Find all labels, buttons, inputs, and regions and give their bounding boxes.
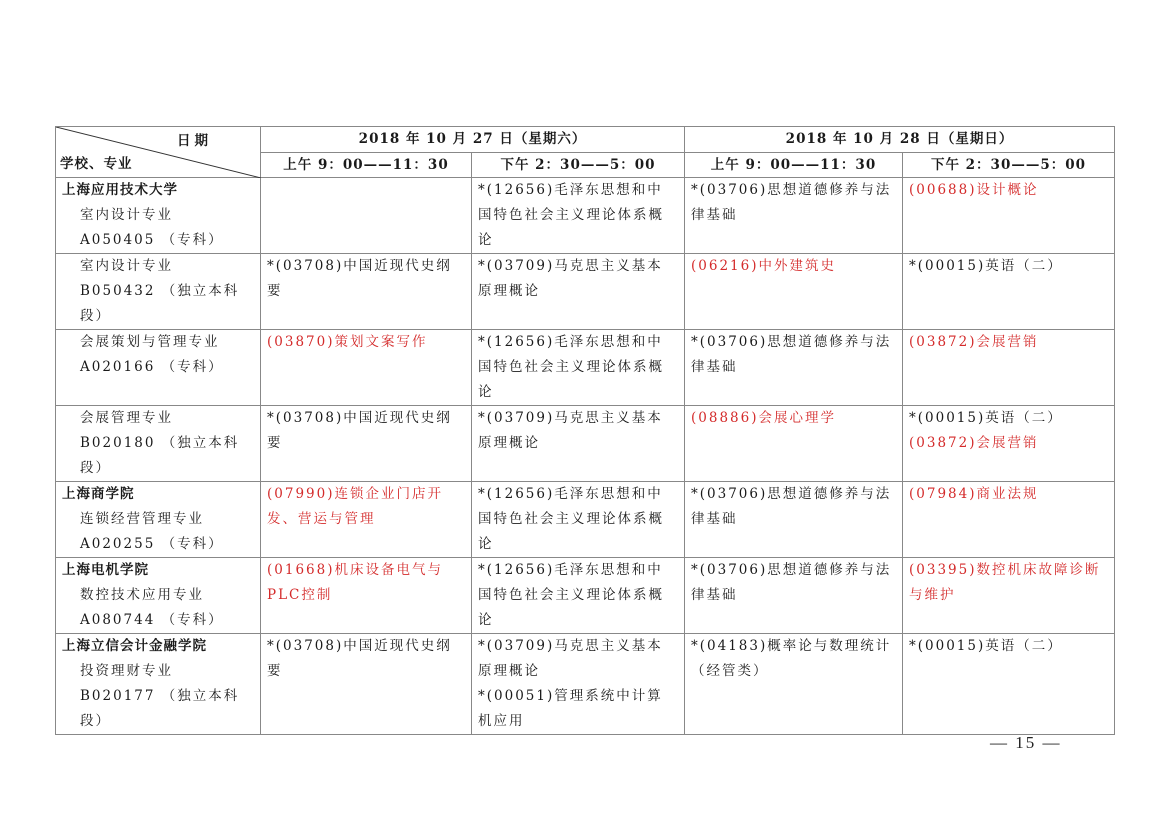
major-code: A050405 （专科） [80,232,224,248]
date-header-1: 2018 年 10 月 28 日（星期日） [685,127,1115,153]
exam-subject: *(12656)毛泽东思想和中国特色社会主义理论体系概论 [478,486,664,552]
exam-subject: *(03706)思想道德修养与法律基础 [691,486,892,527]
exam-subject: *(00015)英语（二） [909,258,1063,274]
exam-subject: (06216)中外建筑史 [691,258,836,274]
exam-session-cell-0 [261,634,472,735]
exam-subject: (03395)数控机床故障诊断与维护 [909,562,1101,603]
major-code: B020177 （独立本科段） [80,688,240,729]
exam-session-cell-3 [903,254,1115,330]
page-number: — 15 — [990,733,1062,752]
table-row [56,254,1115,330]
exam-session-cell-0 [261,482,472,558]
table-header [56,127,1115,178]
exam-subject: (03872)会展营销 [909,334,1039,350]
table-row [56,330,1115,406]
table-row [56,634,1115,735]
session-header-2: 上午 9：00——11：30 [685,153,903,178]
exam-session-cell-1 [472,558,685,634]
school-major-cell [56,482,261,558]
exam-session-cell-2 [685,634,903,735]
school-major-cell [56,254,261,330]
school-name: 上海商学院 [62,486,135,502]
session-header-0: 上午 9：00——11：30 [261,153,472,178]
exam-session-cell-0 [261,254,472,330]
exam-session-cell-2 [685,482,903,558]
major-code: B050432 （独立本科段） [80,283,240,324]
exam-subject: *(12656)毛泽东思想和中国特色社会主义理论体系概论 [478,562,664,628]
exam-session-cell-1 [472,254,685,330]
exam-subject: *(03708)中国近现代史纲要 [267,258,452,299]
exam-schedule-table [55,126,1115,735]
exam-subject: *(03706)思想道德修养与法律基础 [691,182,892,223]
exam-subject: (07990)连锁企业门店开发、营运与管理 [267,486,443,527]
exam-subject: *(03708)中国近现代史纲要 [267,638,452,679]
exam-session-cell-2 [685,330,903,406]
exam-subject: *(04183)概率论与数理统计（经管类） [691,638,892,679]
school-major-cell [56,178,261,254]
date-header-0: 2018 年 10 月 27 日（星期六） [261,127,685,153]
major-name: 连锁经营管理专业 [80,511,204,527]
corner-date-label: 日期 [177,133,212,149]
exam-subject: *(00015)英语（二） [909,638,1063,654]
exam-subject: *(00051)管理系统中计算机应用 [478,688,663,729]
major-name: 数控技术应用专业 [80,587,204,603]
exam-session-cell-1 [472,330,685,406]
exam-subject: *(03706)思想道德修养与法律基础 [691,562,892,603]
school-major-cell [56,634,261,735]
school-name: 上海应用技术大学 [62,182,178,198]
exam-subject: *(03708)中国近现代史纲要 [267,410,452,451]
school-major-cell [56,330,261,406]
major-code: A080744 （专科） [80,612,224,628]
school-name: 上海立信会计金融学院 [62,638,207,654]
exam-session-cell-3 [903,330,1115,406]
table-row [56,558,1115,634]
exam-subject: (03872)会展营销 [909,435,1039,451]
major-name: 室内设计专业 [80,258,173,274]
table-row [56,178,1115,254]
major-name: 室内设计专业 [80,207,173,223]
exam-subject: *(12656)毛泽东思想和中国特色社会主义理论体系概论 [478,182,664,248]
exam-session-cell-1 [472,482,685,558]
table-row [56,406,1115,482]
exam-session-cell-2 [685,178,903,254]
exam-session-cell-3 [903,482,1115,558]
session-header-1: 下午 2：30——5：00 [472,153,685,178]
exam-subject: *(12656)毛泽东思想和中国特色社会主义理论体系概论 [478,334,664,400]
exam-subject: *(03709)马克思主义基本原理概论 [478,410,663,451]
table-row [56,482,1115,558]
major-name: 会展策划与管理专业 [80,334,220,350]
major-code: A020255 （专科） [80,536,224,552]
school-name: 上海电机学院 [62,562,149,578]
exam-subject: (03870)策划文案写作 [267,334,428,350]
school-major-cell [56,406,261,482]
exam-subject: (08886)会展心理学 [691,410,836,426]
major-code: A020166 （专科） [80,359,224,375]
exam-session-cell-3 [903,634,1115,735]
table-body [56,178,1115,735]
exam-subject: (01668)机床设备电气与PLC控制 [267,562,443,603]
exam-session-cell-1 [472,406,685,482]
exam-subject: *(00015)英语（二） [909,410,1063,426]
exam-session-cell-3 [903,178,1115,254]
major-code: B020180 （独立本科段） [80,435,240,476]
school-major-cell [56,558,261,634]
exam-session-cell-1 [472,634,685,735]
exam-subject: *(03706)思想道德修养与法律基础 [691,334,892,375]
exam-session-cell-2 [685,406,903,482]
exam-session-cell-3 [903,406,1115,482]
exam-subject: *(03709)马克思主义基本原理概论 [478,638,663,679]
corner-header-cell [56,127,261,178]
exam-subject: (00688)设计概论 [909,182,1039,198]
major-name: 会展管理专业 [80,410,173,426]
major-name: 投资理财专业 [80,663,173,679]
corner-school-label: 学校、专业 [60,156,133,172]
session-header-3: 下午 2：30——5：00 [903,153,1115,178]
exam-subject: (07984)商业法规 [909,486,1039,502]
exam-subject: *(03709)马克思主义基本原理概论 [478,258,663,299]
exam-session-cell-0 [261,178,472,254]
exam-session-cell-0 [261,330,472,406]
exam-session-cell-1 [472,178,685,254]
exam-session-cell-3 [903,558,1115,634]
exam-session-cell-0 [261,406,472,482]
exam-session-cell-2 [685,254,903,330]
exam-session-cell-0 [261,558,472,634]
exam-session-cell-2 [685,558,903,634]
